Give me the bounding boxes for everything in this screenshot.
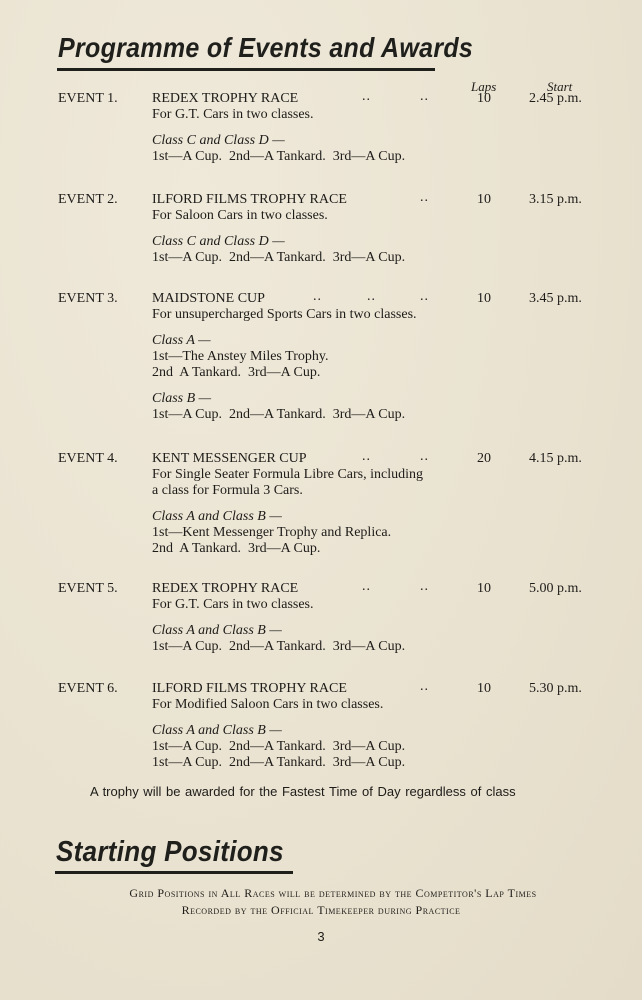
event-number: EVENT 2. xyxy=(58,192,118,207)
event-laps: 10 xyxy=(477,192,491,207)
class-heading: Class A and Class B — xyxy=(152,509,282,524)
event-title: ILFORD FILMS TROPHY RACE xyxy=(152,192,347,207)
leader-dots: .. xyxy=(420,679,429,694)
event-description xyxy=(152,107,472,123)
class-awards-block xyxy=(152,623,405,655)
event-start-time: 5.00 p.m. xyxy=(529,581,582,596)
class-awards-block xyxy=(152,333,328,381)
starting-positions-heading: Starting Positions xyxy=(56,834,284,868)
event-laps: 10 xyxy=(477,291,491,306)
class-heading: Class C and Class D — xyxy=(152,234,285,249)
award-line: 1st—The Anstey Miles Trophy. xyxy=(152,349,329,364)
class-heading: Class A — xyxy=(152,333,211,348)
award-line: 1st—A Cup. 2nd—A Tankard. 3rd—A Cup. xyxy=(152,739,406,754)
leader-dots: .. xyxy=(313,289,322,304)
event-laps: 10 xyxy=(477,581,491,596)
event-laps: 20 xyxy=(477,451,491,466)
grid-positions-note-line-2: Recorded by the Official Timekeeper during Practice xyxy=(181,903,461,917)
laps-column-header: Laps xyxy=(471,79,497,94)
grid-positions-note-line-1: Grid Positions in All Races will be determined by the Competitor's Lap Times xyxy=(129,886,537,900)
class-heading: Class C and Class D — xyxy=(152,133,285,148)
event-number: EVENT 6. xyxy=(58,681,118,696)
event-title: MAIDSTONE CUP xyxy=(152,291,265,306)
event-start-time: 3.45 p.m. xyxy=(529,291,582,306)
programme-heading: Programme of Events and Awards xyxy=(58,32,474,64)
award-line: 1st—Kent Messenger Trophy and Replica. xyxy=(152,525,392,540)
event-number: EVENT 1. xyxy=(58,91,118,106)
award-line: 1st—A Cup. 2nd—A Tankard. 3rd—A Cup. xyxy=(152,755,406,770)
event-start-time: 3.15 p.m. xyxy=(529,192,582,207)
leader-dots: .. xyxy=(362,579,371,594)
class-awards-block xyxy=(152,234,405,266)
event-laps: 10 xyxy=(477,681,491,696)
event-start-time: 2.45 p.m. xyxy=(529,91,582,106)
description-line: For Single Seater Formula Libre Cars, including xyxy=(152,467,424,482)
event-start-time: 4.15 p.m. xyxy=(529,451,582,466)
class-awards-block xyxy=(152,133,405,165)
leader-dots: .. xyxy=(362,89,371,104)
description-line: a class for Formula 3 Cars. xyxy=(152,483,303,498)
event-title: REDEX TROPHY RACE xyxy=(152,581,299,596)
description-line: For unsupercharged Sports Cars in two classes. xyxy=(152,307,417,322)
class-heading: Class A and Class B — xyxy=(152,623,282,638)
leader-dots: .. xyxy=(420,289,429,304)
event-description xyxy=(152,467,472,499)
event-description xyxy=(152,597,472,613)
description-line: For G.T. Cars in two classes. xyxy=(152,597,314,612)
class-awards-block xyxy=(152,391,405,423)
description-line: For G.T. Cars in two classes. xyxy=(152,107,314,122)
start-column-header: Start xyxy=(547,79,573,94)
programme-heading-rule xyxy=(57,68,435,71)
class-awards-block xyxy=(152,509,391,557)
description-line: For Modified Saloon Cars in two classes. xyxy=(152,697,384,712)
event-laps: 10 xyxy=(477,91,491,106)
class-awards-block xyxy=(152,723,405,771)
award-line: 1st—A Cup. 2nd—A Tankard. 3rd—A Cup. xyxy=(152,407,406,422)
class-heading: Class A and Class B — xyxy=(152,723,282,738)
description-line: For Saloon Cars in two classes. xyxy=(152,208,328,223)
event-number: EVENT 3. xyxy=(58,291,118,306)
leader-dots: .. xyxy=(420,89,429,104)
event-start-time: 5.30 p.m. xyxy=(529,681,582,696)
leader-dots: .. xyxy=(367,289,376,304)
award-line: 1st—A Cup. 2nd—A Tankard. 3rd—A Cup. xyxy=(152,639,406,654)
leader-dots: .. xyxy=(420,449,429,464)
award-line: 1st—A Cup. 2nd—A Tankard. 3rd—A Cup. xyxy=(152,250,406,265)
award-line: 2nd A Tankard. 3rd—A Cup. xyxy=(152,541,321,556)
event-description xyxy=(152,697,472,713)
award-line: 2nd A Tankard. 3rd—A Cup. xyxy=(152,365,321,380)
award-line: 1st—A Cup. 2nd—A Tankard. 3rd—A Cup. xyxy=(152,149,406,164)
leader-dots: .. xyxy=(362,449,371,464)
class-heading: Class B — xyxy=(152,391,212,406)
page-number: 3 xyxy=(317,929,325,944)
leader-dots: .. xyxy=(420,579,429,594)
event-description xyxy=(152,307,472,323)
event-title: ILFORD FILMS TROPHY RACE xyxy=(152,681,347,696)
starting-positions-heading-rule xyxy=(55,871,293,874)
fastest-time-note: A trophy will be awarded for the Fastest Time of Day regardless of class xyxy=(90,784,516,799)
leader-dots: .. xyxy=(420,190,429,205)
event-number: EVENT 5. xyxy=(58,581,118,596)
event-number: EVENT 4. xyxy=(58,451,118,466)
event-title: REDEX TROPHY RACE xyxy=(152,91,299,106)
event-description xyxy=(152,208,472,224)
event-title: KENT MESSENGER CUP xyxy=(152,451,307,466)
